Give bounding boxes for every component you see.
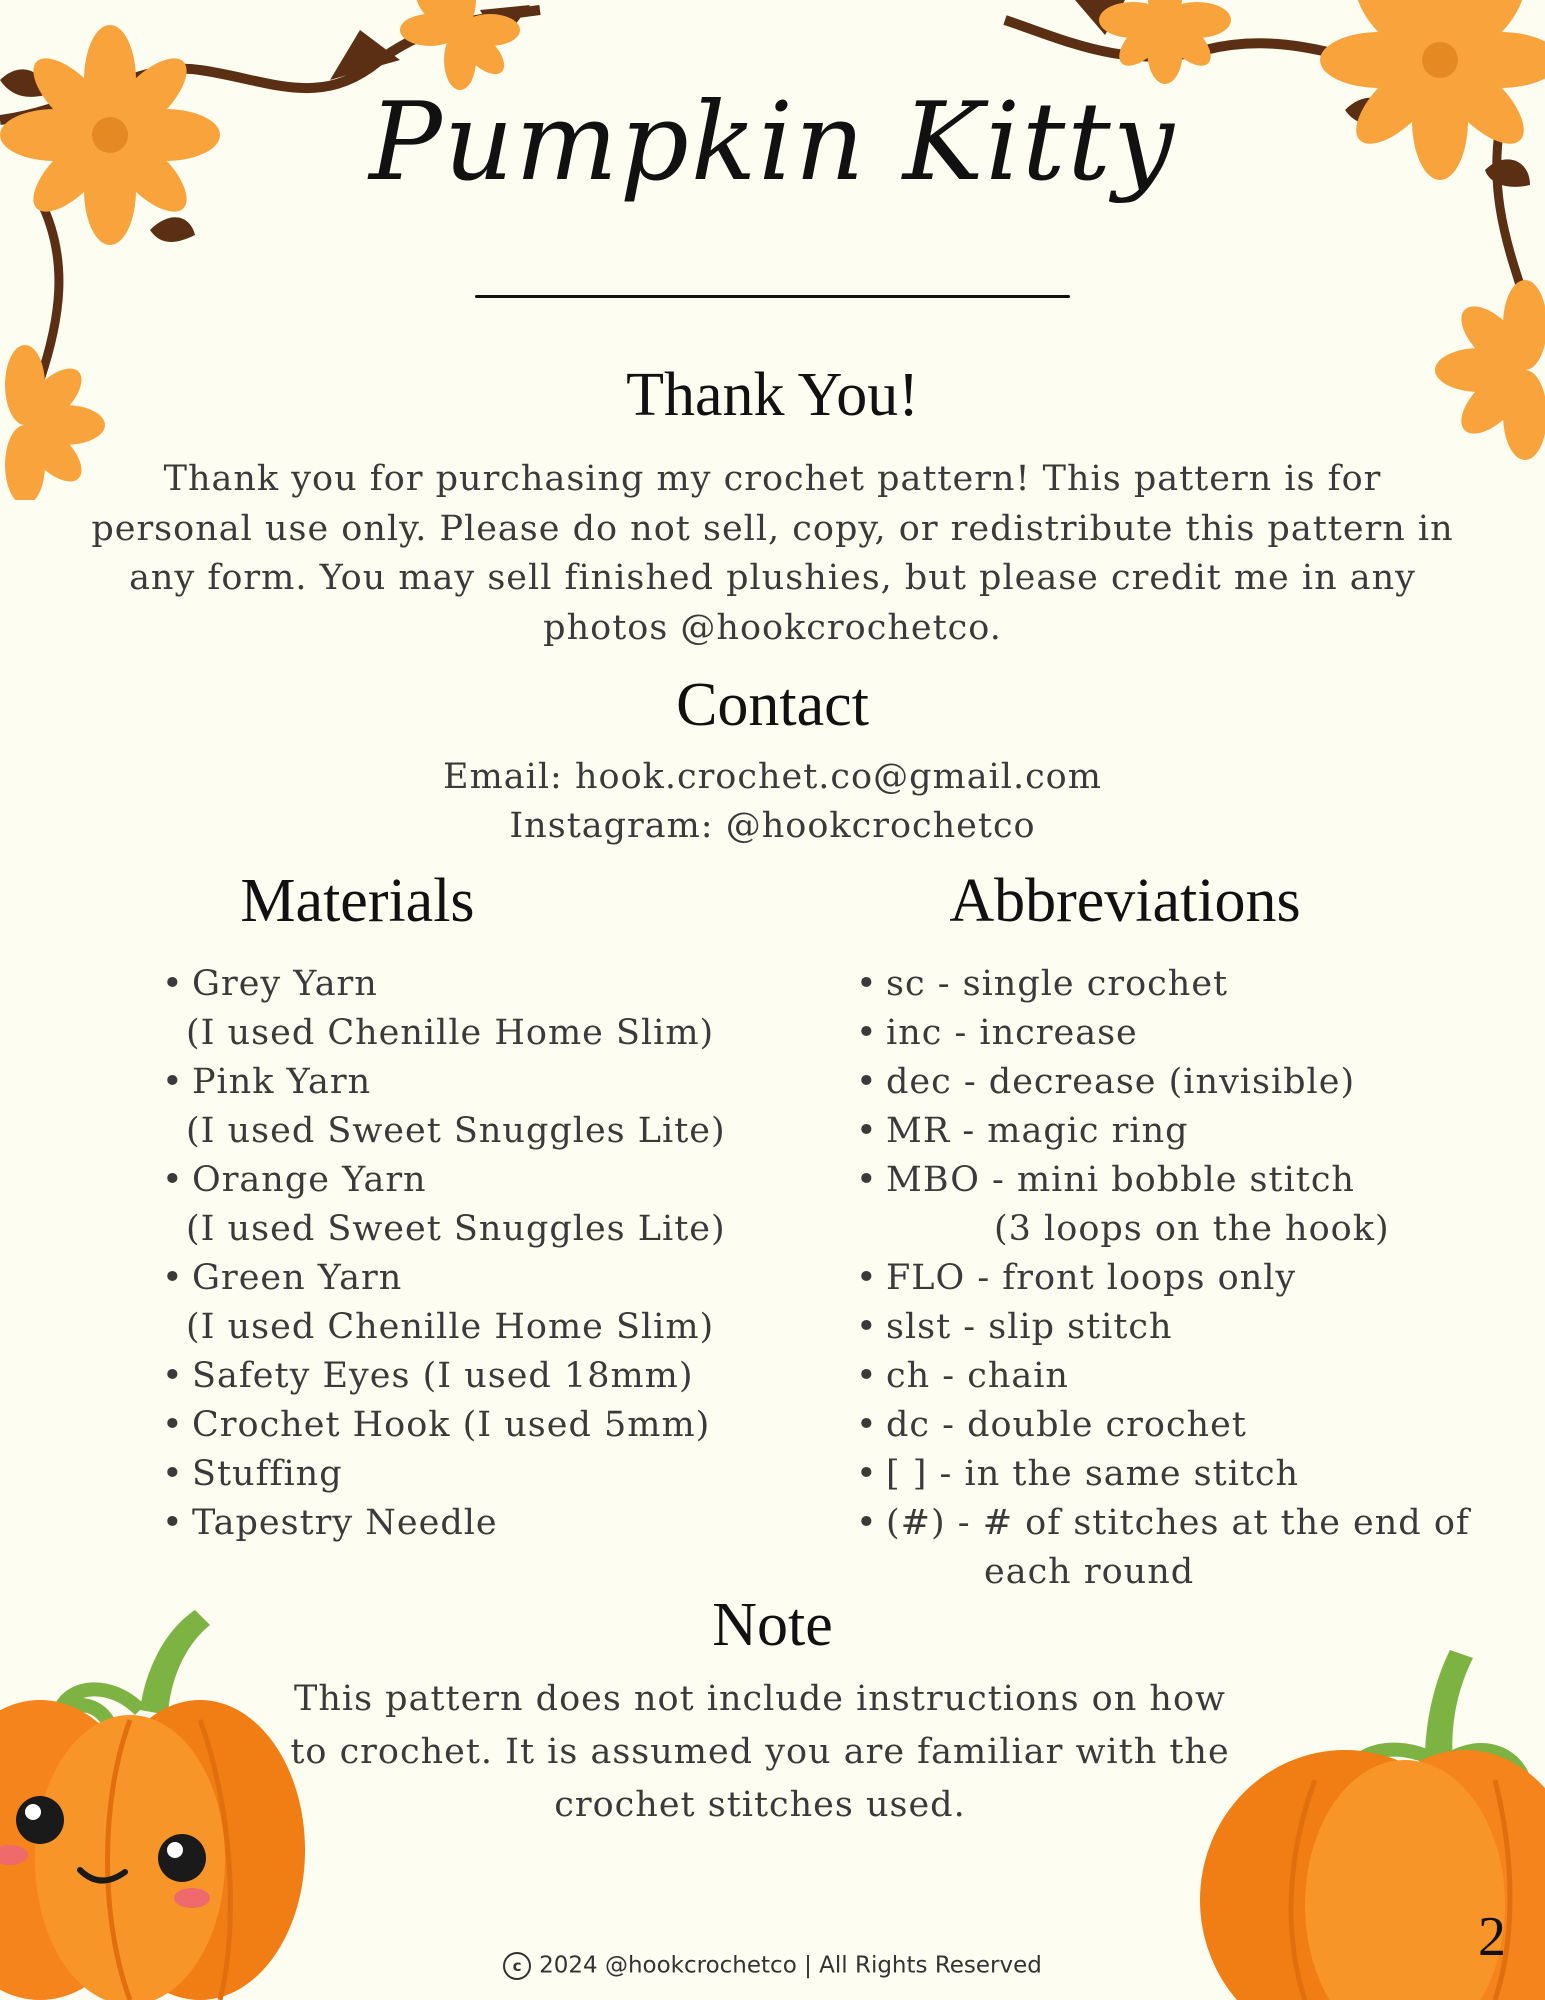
list-item: • Green Yarn (I used Chenille Home Slim) — [192, 1254, 752, 1352]
contact-instagram: Instagram: @hookcrochetco — [509, 806, 1036, 846]
material-name: Orange Yarn — [192, 1160, 427, 1200]
list-item: • Tapestry Needle — [162, 1503, 498, 1543]
list-item: • Safety Eyes (I used 18mm) — [162, 1356, 694, 1396]
copyright-text: 2024 @hookcrochetco | All Rights Reserved — [539, 1952, 1042, 1979]
contact-details — [0, 753, 1545, 851]
list-item: • MBO - mini bobble stitch (3 loops on the hook) — [886, 1156, 1506, 1254]
thank-you-line: any form. You may sell finished plushies, but please credit me in any — [129, 558, 1416, 598]
material-note: (I used Chenille Home Slim) — [186, 1307, 715, 1347]
list-item: • [ ] - in the same stitch — [856, 1454, 1300, 1494]
list-item: • Crochet Hook (I used 5mm) — [162, 1405, 711, 1445]
title-underline — [475, 295, 1070, 298]
thank-you-heading: Thank You! — [626, 361, 919, 429]
note-heading: Note — [712, 1591, 833, 1659]
list-item: • slst - slip stitch — [856, 1307, 1173, 1347]
material-note: (I used Sweet Snuggles Lite) — [186, 1209, 726, 1249]
list-item: • Stuffing — [162, 1454, 343, 1494]
abbreviation-text: FLO - front loops only — [886, 1258, 1297, 1298]
abbreviation-continuation: (3 loops on the hook) — [994, 1209, 1390, 1249]
list-item: • (#) - # of stitches at the end of each round — [886, 1499, 1506, 1597]
list-item: • ch - chain — [856, 1356, 1069, 1396]
abbreviations-heading: Abbreviations — [949, 867, 1301, 935]
material-note: (I used Chenille Home Slim) — [186, 1013, 715, 1053]
page-title: Pumpkin Kitty — [369, 80, 1176, 205]
material-note: (I used Sweet Snuggles Lite) — [186, 1111, 726, 1151]
list-item: • dec - decrease (invisible) — [856, 1062, 1356, 1102]
abbreviation-text: [ ] - in the same stitch — [886, 1454, 1300, 1494]
abbreviation-text: (#) - # of stitches at the end of — [886, 1503, 1470, 1543]
material-name: Pink Yarn — [192, 1062, 372, 1102]
smiling-pumpkin-illustration — [0, 1600, 320, 2000]
copyright-icon: c — [503, 1952, 531, 1980]
abbreviation-text: dc - double crochet — [886, 1405, 1247, 1445]
contact-heading: Contact — [676, 671, 869, 739]
abbreviation-continuation: each round — [984, 1552, 1195, 1592]
abbreviation-text: inc - increase — [886, 1013, 1138, 1053]
list-item: • sc - single crochet — [856, 964, 1229, 1004]
list-item: • Grey Yarn (I used Chenille Home Slim) — [192, 960, 752, 1058]
list-item: • Orange Yarn (I used Sweet Snuggles Lite) — [192, 1156, 752, 1254]
abbreviations-list — [856, 960, 1506, 1597]
material-name: Green Yarn — [192, 1258, 403, 1298]
abbreviation-text: sc - single crochet — [886, 964, 1229, 1004]
page-number: 2 — [1478, 1906, 1506, 1968]
material-name: Safety Eyes (I used 18mm) — [192, 1356, 694, 1396]
thank-you-paragraph — [90, 455, 1455, 653]
abbreviation-text: slst - slip stitch — [886, 1307, 1173, 1347]
materials-heading: Materials — [240, 867, 475, 935]
thank-you-line: Thank you for purchasing my crochet pattern! This pattern is for — [163, 459, 1382, 499]
abbreviation-text: dec - decrease (invisible) — [886, 1062, 1356, 1102]
list-item: • Pink Yarn (I used Sweet Snuggles Lite) — [192, 1058, 752, 1156]
abbreviation-text: ch - chain — [886, 1356, 1069, 1396]
material-name: Crochet Hook (I used 5mm) — [192, 1405, 711, 1445]
materials-list — [162, 960, 752, 1548]
copyright-footer — [0, 1952, 1545, 1980]
thank-you-line: personal use only. Please do not sell, copy, or redistribute this pattern in — [91, 508, 1454, 549]
note-paragraph — [290, 1673, 1230, 1832]
list-item: • dc - double crochet — [856, 1405, 1247, 1445]
contact-email: Email: hook.crochet.co@gmail.com — [443, 757, 1102, 797]
note-line: crochet stitches used. — [554, 1785, 966, 1825]
thank-you-line: photos @hookcrochetco. — [543, 607, 1002, 648]
abbreviation-text: MR - magic ring — [886, 1111, 1189, 1151]
list-item: • inc - increase — [856, 1013, 1138, 1053]
material-name: Grey Yarn — [192, 964, 378, 1004]
note-line: This pattern does not include instructions on how — [294, 1679, 1226, 1719]
note-line: to crochet. It is assumed you are familiar with the — [290, 1732, 1230, 1772]
material-name: Stuffing — [192, 1454, 343, 1494]
list-item: • FLO - front loops only — [856, 1258, 1297, 1298]
abbreviation-text: MBO - mini bobble stitch — [886, 1160, 1355, 1200]
material-name: Tapestry Needle — [192, 1503, 498, 1543]
list-item: • MR - magic ring — [856, 1111, 1189, 1151]
